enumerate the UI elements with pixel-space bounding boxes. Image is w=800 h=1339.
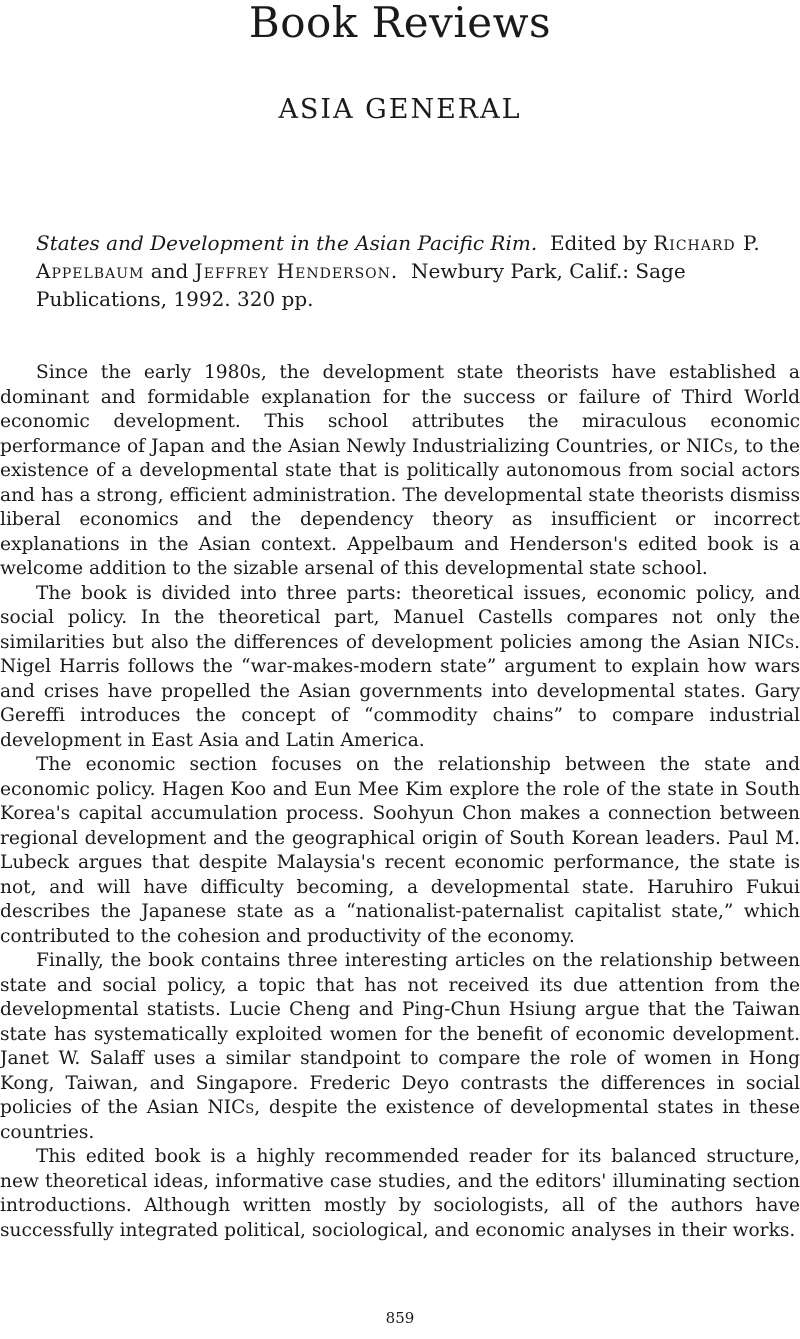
page-number: 859 xyxy=(385,1309,415,1327)
review-paragraph: The economic section focuses on the relationship between the state and economic policy. Hagen Koo and Eun Mee Kim explore the role of the state in South Korea's capital accumulation process. Soohyun Chon makes a connection between regional development and the geographical origin of South Korean leaders. Paul M. Lubeck argues that despite Malaysia's recent economic performance, the state is not, and will have difficulty becoming, a developmental state. Haruhiro Fukui describes the Japanese state as a “nationalist-paternalist capitalist state,” which contributed to the cohesion and productivity of the economy. xyxy=(0,754,800,947)
paragraph-text: . Nigel Harris follows the “war-makes-modern state” argument to explain how wars and crises have propelled the Asian governments into developmental states. Gary Gereffi introduces the concept of “commodity chains” to compare industrial development in East Asia and Latin America. xyxy=(0,631,800,751)
review-paragraph xyxy=(0,582,800,754)
book-title: States and Development in the Asian Pacific Rim. xyxy=(36,231,538,255)
paragraph-text: Finally, the book contains three interesting articles on the relationship between state and social policy, a topic that has not received its due attention from the developmental statists. Lucie Cheng and Ping-Chun Hsiung argue that the Taiwan state has systematically exploited women for the benefit of economic development. Janet W. Salaff uses a similar standpoint to compare the role of women in Hong Kong, Taiwan, and Singapore. Frederic Deyo contrasts the differences in social policies of the Asian xyxy=(0,950,800,1118)
review-paragraph xyxy=(0,949,800,1145)
review-paragraph: This edited book is a highly recommended reader for its balanced structure, new theoretical ideas, informative case studies, and the editors' illuminating section introductions. Although written mostly by sociologists, all of the authors have successfully integrated political, sociological, and economic analyses in their works. xyxy=(0,1146,800,1241)
section-title: Book Reviews xyxy=(248,0,552,47)
editor-name: Richard P. Appelbaum xyxy=(36,231,761,283)
conjunction: and xyxy=(150,259,189,283)
edited-by-label: Edited by xyxy=(549,231,647,255)
editor-name: Jeffrey Henderson. xyxy=(194,259,399,283)
subsection-title: ASIA GENERAL xyxy=(278,94,522,125)
paragraph-text: , to the existence of a developmental state that is politically autonomous from social actors and has a strong, efficient administration. The developmental state theorists dismiss liberal economics and the dependency theory as insufficient or incorrect explanations in the Asian context. Appelbaum and Henderson's edited book is a welcome addition to the sizable arsenal of this developmental state school. xyxy=(0,435,800,579)
nics-acronym: NICs xyxy=(207,1097,255,1118)
nics-acronym: NICs xyxy=(686,435,733,457)
publication-info: Newbury Park, Calif.: Sage Publications, 1992. 320 pp. xyxy=(36,259,686,311)
paragraph-text: , despite the existence of developmental states in these countries. xyxy=(0,1097,800,1143)
paragraph-text: The book is divided into three parts: theoretical issues, economic policy, and social policy. In the theoretical part, Manuel Castells compares not only the similarities but also the differences of development policies among the Asian xyxy=(0,582,800,653)
book-citation xyxy=(36,229,778,313)
review-body xyxy=(0,361,800,1243)
review-paragraph xyxy=(0,361,800,582)
nics-acronym: NICs xyxy=(747,631,795,653)
paragraph-text: Since the early 1980s, the development state theorists have established a dominant and formidable explanation for the success or failure of Third World economic development. This school attributes the miraculous economic performance of Japan and the Asian Newly Industrializing Countries, or xyxy=(0,362,800,457)
